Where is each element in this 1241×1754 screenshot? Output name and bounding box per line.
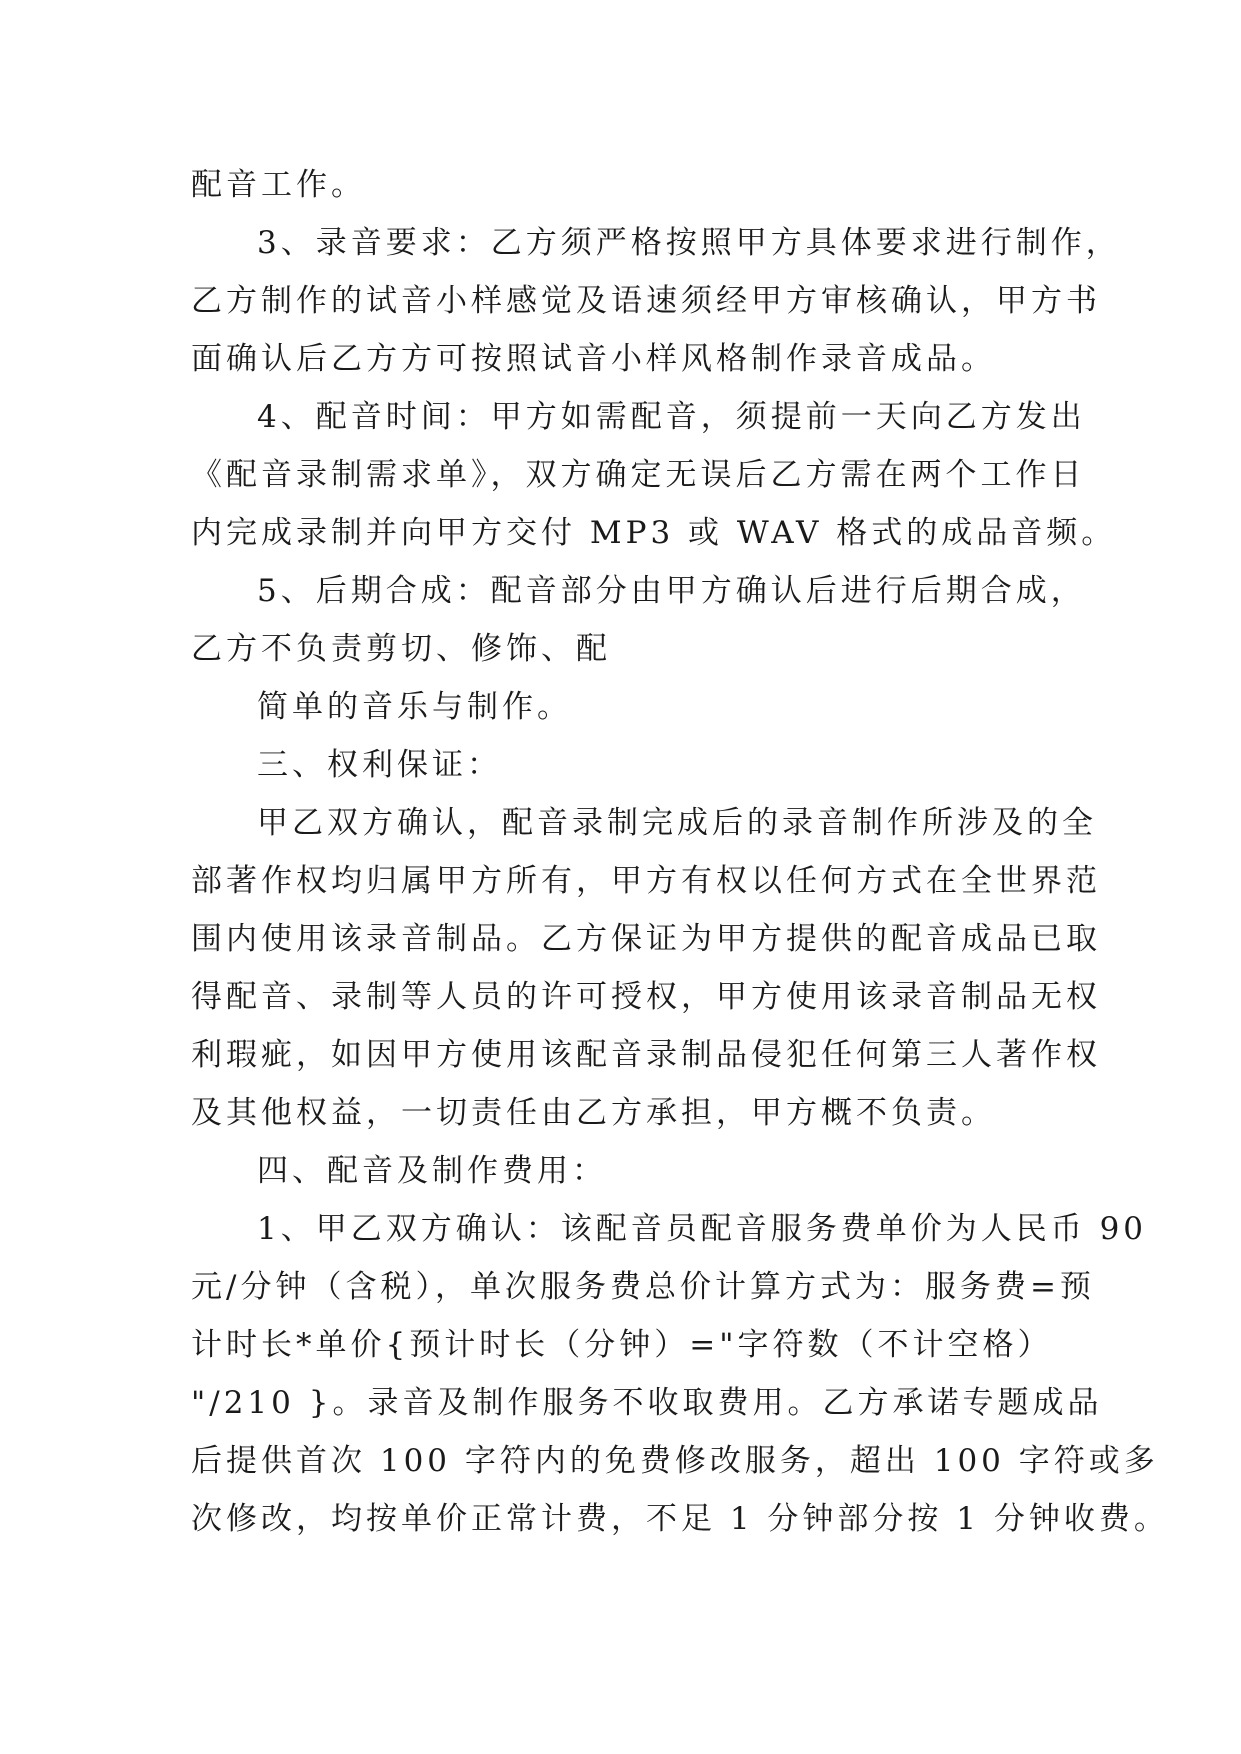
text-line: 《配音录制需求单》，双方确定无误后乙方需在两个工作日 bbox=[191, 457, 1086, 493]
text-line: 1、甲乙双方确认：该配音员配音服务费单价为人民币 90 bbox=[257, 1211, 1148, 1247]
text-line: "/210 }。录音及制作服务不收取费用。乙方承诺专题成品 bbox=[191, 1385, 1103, 1421]
text-line: 内完成录制并向甲方交付 MP3 或 WAV 格式的成品音频。 bbox=[191, 515, 1117, 551]
text-line: 4、配音时间：甲方如需配音，须提前一天向乙方发出 bbox=[257, 399, 1086, 435]
text-line: 乙方制作的试音小样感觉及语速须经甲方审核确认，甲方书 bbox=[191, 283, 1101, 319]
text-line: 元/分钟（含税），单次服务费总价计算方式为：服务费=预 bbox=[191, 1269, 1095, 1305]
text-line: 乙方不负责剪切、修饰、配 bbox=[191, 631, 611, 667]
text-line: 围内使用该录音制品。乙方保证为甲方提供的配音成品已取 bbox=[191, 921, 1101, 957]
section-heading: 三、权利保证： bbox=[257, 747, 502, 783]
document-body bbox=[191, 156, 1169, 1548]
text-line: 后提供首次 100 字符内的免费修改服务，超出 100 字符或多 bbox=[191, 1443, 1159, 1479]
text-line: 计时长*单价{预计时长（分钟）="字符数（不计空格） bbox=[191, 1327, 1053, 1363]
text-line: 次修改，均按单价正常计费，不足 1 分钟部分按 1 分钟收费。 bbox=[191, 1501, 1169, 1537]
text-line: 利瑕疵，如因甲方使用该配音录制品侵犯任何第三人著作权 bbox=[191, 1037, 1101, 1073]
text-line: 3、录音要求：乙方须严格按照甲方具体要求进行制作， bbox=[257, 225, 1121, 261]
text-line: 甲乙双方确认，配音录制完成后的录音制作所涉及的全 bbox=[257, 805, 1097, 841]
text-line: 及其他权益，一切责任由乙方承担，甲方概不负责。 bbox=[191, 1095, 996, 1131]
text-line: 简单的音乐与制作。 bbox=[257, 689, 572, 725]
text-line: 5、后期合成：配音部分由甲方确认后进行后期合成， bbox=[257, 573, 1086, 609]
text-line: 配音工作。 bbox=[191, 167, 366, 203]
section-heading: 四、配音及制作费用： bbox=[257, 1153, 607, 1189]
text-line: 面确认后乙方方可按照试音小样风格制作录音成品。 bbox=[191, 341, 996, 377]
text-line: 得配音、录制等人员的许可授权，甲方使用该录音制品无权 bbox=[191, 979, 1101, 1015]
text-line: 部著作权均归属甲方所有，甲方有权以任何方式在全世界范 bbox=[191, 863, 1101, 899]
